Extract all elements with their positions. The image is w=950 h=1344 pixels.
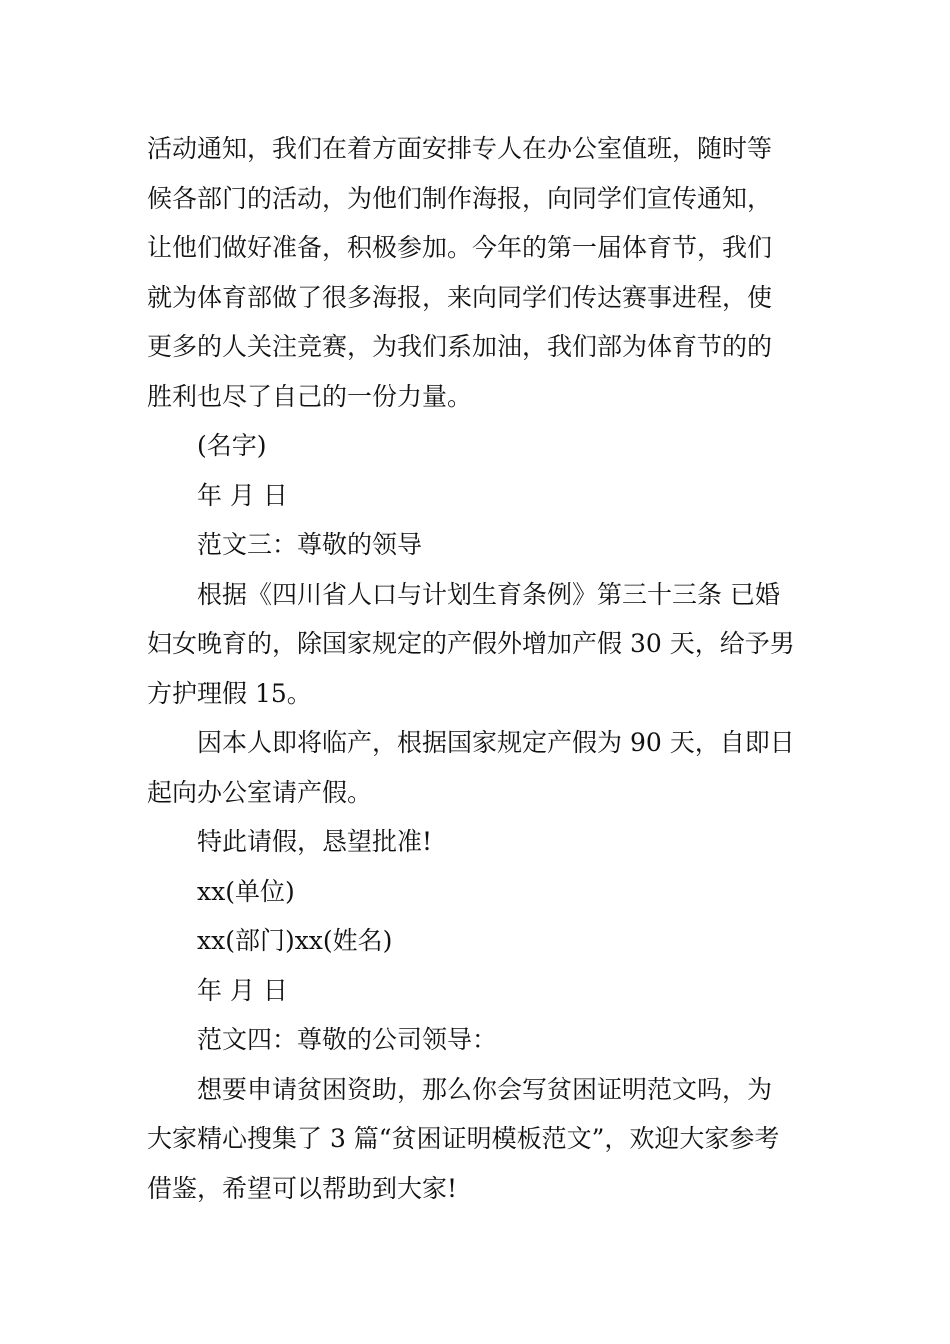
text-line: 根据《四川省人口与计划生育条例》第三十三条 已婚 bbox=[197, 579, 780, 609]
text-line: xx(单位) bbox=[197, 876, 295, 906]
text-line: 大家精心搜集了 3 篇“贫困证明模板范文”，欢迎大家参考 bbox=[147, 1124, 780, 1153]
text-line: 想要申请贫困资助，那么你会写贫困证明范文吗，为 bbox=[197, 1074, 773, 1104]
text-line: 年 月 日 bbox=[197, 480, 288, 510]
text-line: 范文四：尊敬的公司领导： bbox=[197, 1025, 498, 1054]
text-line: 让他们做好准备，积极参加。今年的第一届体育节，我们 bbox=[147, 233, 773, 262]
document-body bbox=[147, 124, 812, 1213]
text-line: (名字) bbox=[197, 431, 267, 460]
text-line: 特此请假，恳望批准! bbox=[197, 827, 433, 856]
text-line: 就为体育部做了很多海报，来向同学们传达赛事进程，使 bbox=[147, 282, 773, 312]
text-line: 妇女晚育的，除国家规定的产假外增加产假 30 天，给予男 bbox=[147, 629, 795, 658]
text-line: 起向办公室请产假。 bbox=[147, 777, 373, 807]
text-line: 因本人即将临产，根据国家规定产假为 90 天，自即日 bbox=[197, 728, 795, 757]
text-line: 活动通知，我们在着方面安排专人在办公室值班，随时等 bbox=[147, 134, 773, 163]
text-line: 年 月 日 bbox=[197, 975, 288, 1005]
text-line: 候各部门的活动，为他们制作海报，向同学们宣传通知， bbox=[147, 183, 773, 213]
text-line: 更多的人关注竞赛，为我们系加油，我们部为体育节的的 bbox=[147, 332, 773, 361]
text-line: 胜利也尽了自己的一份力量。 bbox=[147, 381, 473, 411]
text-line: 范文三：尊敬的领导 bbox=[197, 530, 423, 559]
text-line: xx(部门)xx(姓名) bbox=[197, 926, 393, 955]
text-line: 方护理假 15。 bbox=[147, 678, 312, 708]
text-line: 借鉴，希望可以帮助到大家! bbox=[147, 1173, 458, 1203]
